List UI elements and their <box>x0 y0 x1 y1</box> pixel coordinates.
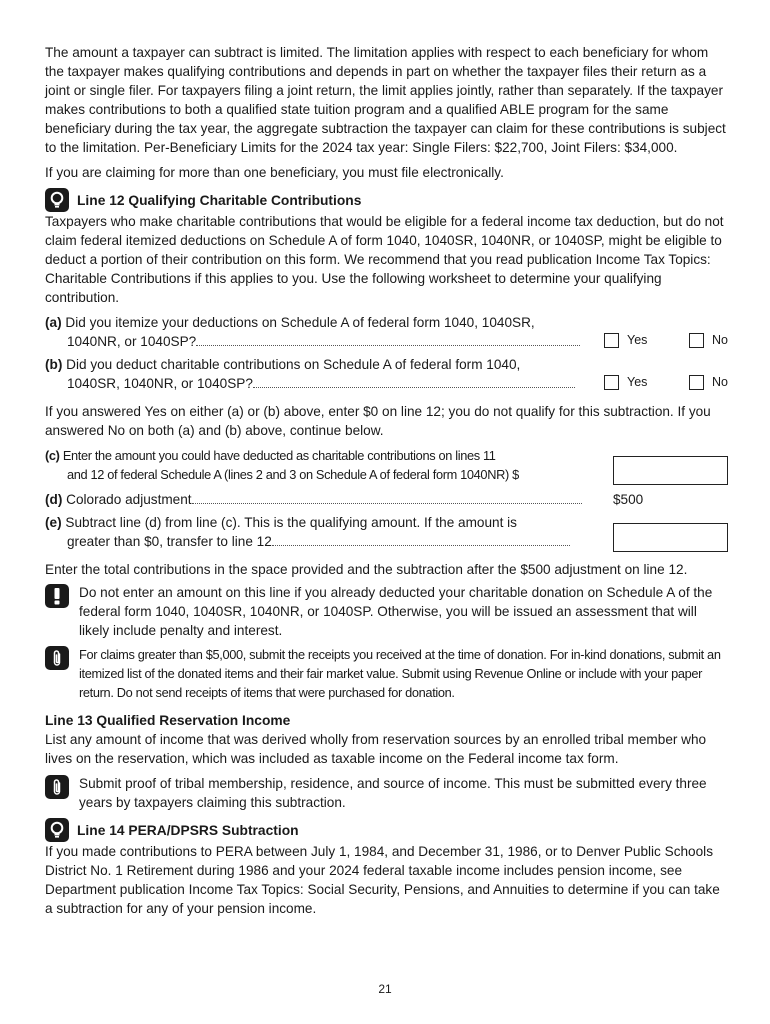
line12-body: Taxpayers who make charitable contributions that would be eligible for a federal income tax deduction, but do not claim federal itemized deductions on Schedule A of form 1040, 1040SR, 1040NR, or 1040SP, might be eligible to deduct a portion of their contribution on this form. We recommend that you read publication Income Tax Topics: Charitable Contributions if this applies to you. Use the following worksheet to determine your qualifying contribution. <box>45 214 724 305</box>
question-c <box>45 446 728 484</box>
leader-dots <box>192 491 582 504</box>
dollar-sign: $ <box>512 467 519 482</box>
multiple-beneficiary-note: If you are claiming for more than one beneficiary, you must file electronically. <box>45 165 504 180</box>
receipts-notice <box>45 645 728 702</box>
warning-notice <box>45 583 728 640</box>
question-b-text-1: Did you deduct charitable contributions on Schedule A of federal form 1040, <box>66 357 521 372</box>
lightbulb-icon <box>45 188 69 212</box>
charitable-amount-input[interactable] <box>613 456 728 485</box>
question-b-yes-label: Yes <box>627 375 648 389</box>
question-a-no-checkbox[interactable] <box>689 333 704 348</box>
leader-dots <box>196 333 580 346</box>
paperclip-icon <box>45 775 69 799</box>
line13-body: List any amount of income that was derived wholly from reservation sources by an enrolled tribal member who lives on the reservation, which was included as taxable income on the Federal income tax form. <box>45 732 707 766</box>
qualifying-amount-input[interactable] <box>613 523 728 552</box>
total-note: Enter the total contributions in the space provided and the subtraction after the $500 adjustment on line 12. <box>45 562 688 577</box>
question-e-text-2: greater than $0, transfer to line 12 <box>67 534 272 549</box>
question-e <box>45 513 728 551</box>
leader-dots <box>272 533 570 546</box>
line12-heading: Line 12 Qualifying Charitable Contributions <box>77 192 362 208</box>
question-a-yes-checkbox[interactable] <box>604 333 619 348</box>
question-a-text-2: 1040NR, or 1040SP? <box>67 334 197 349</box>
question-d-label: (d) <box>45 492 63 507</box>
line12-heading-row <box>45 188 728 212</box>
colorado-adjustment-value: $500 <box>613 492 644 507</box>
question-b-yes-checkbox[interactable] <box>604 375 619 390</box>
document-page <box>45 43 728 918</box>
tribal-proof-text: Submit proof of tribal membership, residence, and source of income. This must be submitted every three years by taxpayers claiming this subtraction. <box>79 776 707 810</box>
question-b-no-label: No <box>712 375 728 389</box>
answer-note: If you answered Yes on either (a) or (b) above, enter $0 on line 12; you do not qualify for this subtraction. If you answered No on both (a) and (b) above, continue below. <box>45 404 711 438</box>
question-c-text-2: and 12 of federal Schedule A (lines 2 and 3 on Schedule A of federal form 1040NR) <box>67 467 509 482</box>
line14-body: If you made contributions to PERA between July 1, 1984, and December 31, 1986, or to Denver Public Schools District No. 1 Retirement during 1986 and your 2024 federal taxable income includes pension income, see Department publication Income Tax Topics: Social Security, Pensions, and Annuities to determine if you can take a subtraction for any of your pension income. <box>45 844 720 916</box>
question-a-text-1: Did you itemize your deductions on Schedule A of federal form 1040, 1040SR, <box>65 315 535 330</box>
line14-heading-row <box>45 818 728 842</box>
receipts-text: For claims greater than $5,000, submit the receipts you received at the time of donation. For in-kind donations, submit an itemized list of the donated items and their fair market value. Submit using Revenue Online or include with your paper return. Do not send receipts of items that were purchased for donation. <box>79 647 721 700</box>
exclamation-icon <box>45 584 69 608</box>
question-c-text-1: Enter the amount you could have deducted as charitable contributions on lines 11 <box>62 448 496 463</box>
question-b-label: (b) <box>45 357 63 372</box>
line14-heading: Line 14 PERA/DPSRS Subtraction <box>77 822 299 838</box>
question-e-text-1: Subtract line (d) from line (c). This is the qualifying amount. If the amount is <box>65 515 517 530</box>
question-e-label: (e) <box>45 515 62 530</box>
question-d-text: Colorado adjustment <box>66 492 192 507</box>
question-b-text-2: 1040SR, 1040NR, or 1040SP? <box>67 376 253 391</box>
lightbulb-icon <box>45 818 69 842</box>
page-number: 21 <box>378 982 392 996</box>
question-a-label: (a) <box>45 315 62 330</box>
question-a-yes-label: Yes <box>627 333 648 347</box>
question-c-label: (c) <box>45 448 60 463</box>
question-a <box>45 313 728 351</box>
leader-dots <box>253 375 575 388</box>
line13-heading: Line 13 Qualified Reservation Income <box>45 713 291 728</box>
question-a-no-label: No <box>712 333 728 347</box>
tribal-proof-notice <box>45 774 728 812</box>
question-b-no-checkbox[interactable] <box>689 375 704 390</box>
question-b <box>45 355 728 393</box>
question-b-options <box>596 373 728 392</box>
question-d <box>45 490 728 509</box>
warning-text: Do not enter an amount on this line if you already deducted your charitable donation on Schedule A of the federal form 1040, 1040SR, 1040NR, or 1040SP. Otherwise, you will be issued an assessment that will likely include penalty and interest. <box>79 585 713 638</box>
limit-paragraph: The amount a taxpayer can subtract is limited. The limitation applies with respect to each beneficiary for whom the taxpayer makes qualifying contributions and depends in part on whether the taxpayer files their return as a joint or single filer. For taxpayers filing a joint return, the limit applies jointly, rather than separately. If the taxpayer makes contributions to both a qualified state tuition program and a qualified ABLE program for the same beneficiary during the tax year, the aggregate subtraction the taxpayer can claim for these contributions is subject to the limitation. Per-Beneficiary Limits for the 2024 tax year: Single Filers: $22,700, Joint Filers: $34,000. <box>45 45 726 155</box>
question-a-options <box>596 331 728 350</box>
paperclip-icon <box>45 646 69 670</box>
